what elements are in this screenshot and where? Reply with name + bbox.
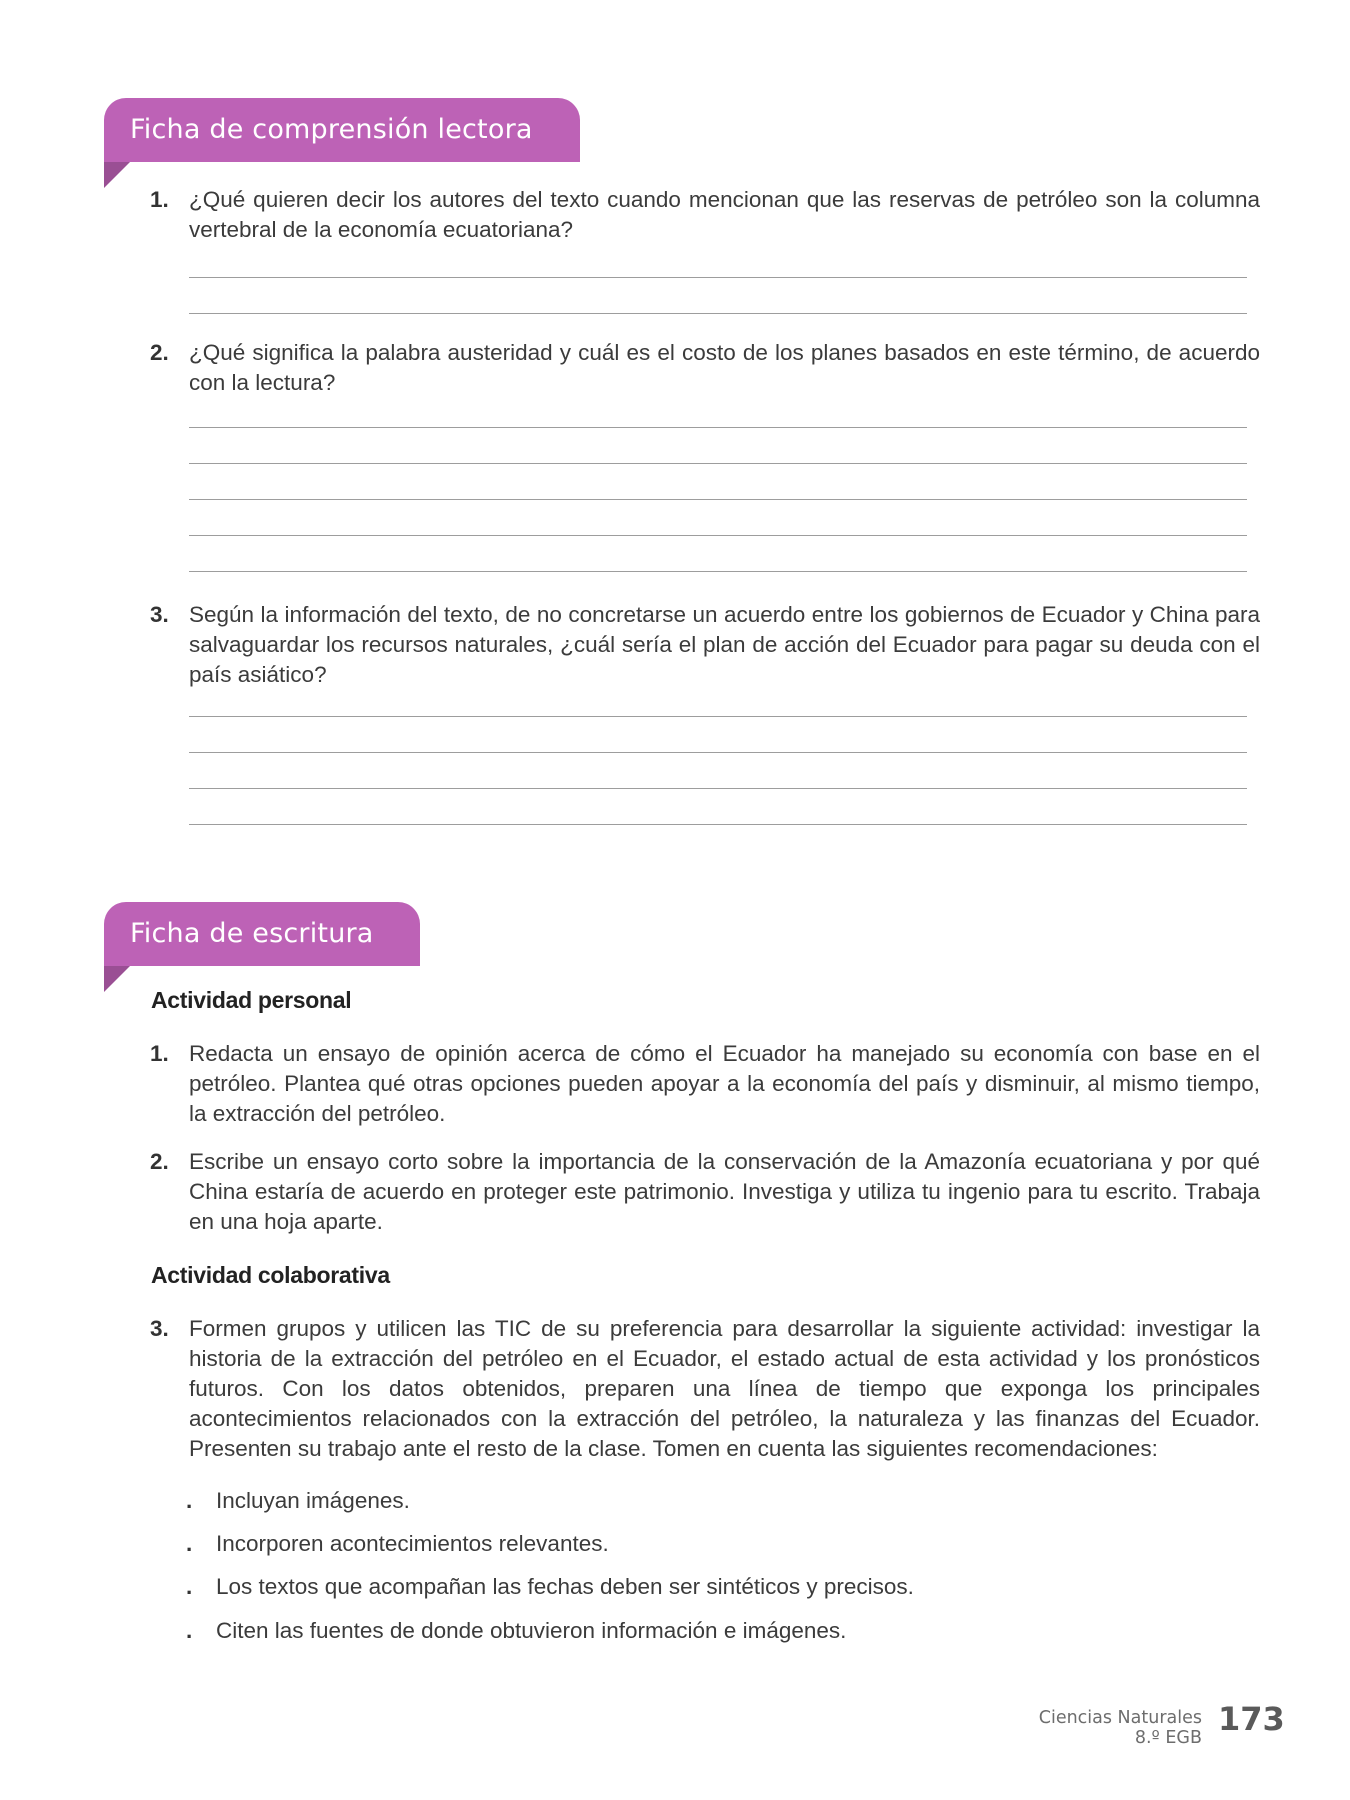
answer-line[interactable] (189, 824, 1247, 825)
question-2 (150, 338, 1260, 398)
question-1 (150, 185, 1260, 245)
section-title: Ficha de escritura (130, 918, 374, 949)
question-3 (150, 600, 1260, 690)
ribbon-fold-icon (104, 966, 130, 992)
recommendation-item (186, 1616, 846, 1646)
recommendation-text: Incluyan imágenes. (216, 1488, 410, 1513)
collaborative-activity-heading: Actividad colaborativa (151, 1262, 390, 1288)
personal-activity-heading: Actividad personal (151, 987, 352, 1013)
activity-3 (150, 1314, 1260, 1464)
section-title: Ficha de comprensión lectora (130, 114, 533, 145)
activity-text: Redacta un ensayo de opinión acerca de cómo el Ecuador ha manejado su economía con base en el petróleo. Plantea qué otras opciones pueden apoyar a la economía del país y disminuir, al mismo tiempo, la extracción del petróleo. (189, 1041, 1260, 1126)
bullet-icon: . (186, 1574, 193, 1599)
activity-2 (150, 1147, 1260, 1237)
recommendation-item (186, 1486, 410, 1516)
activity-1 (150, 1039, 1260, 1129)
page-number: 173 (1218, 1700, 1285, 1738)
question-number: 1. (150, 187, 169, 212)
recommendation-text: Citen las fuentes de donde obtuvieron información e imágenes. (216, 1618, 847, 1643)
recommendation-item (186, 1572, 914, 1602)
activity-text: Escribe un ensayo corto sobre la importancia de la conservación de la Amazonía ecuatoriana y por qué China estaría de acuerdo en proteger este patrimonio. Investiga y utiliza tu ingenio para tu escrito. Trabaja en una hoja aparte. (189, 1149, 1260, 1234)
question-text: ¿Qué significa la palabra austeridad y cuál es el costo de los planes basados en este término, de acuerdo con la lectura? (189, 340, 1260, 395)
recommendation-text: Incorporen acontecimientos relevantes. (216, 1531, 609, 1556)
footer-subject (1039, 1708, 1202, 1748)
answer-line[interactable] (189, 788, 1247, 789)
question-text: ¿Qué quieren decir los autores del texto cuando mencionan que las reservas de petróleo son la columna vertebral de la economía ecuatoriana? (189, 187, 1260, 242)
activity-number: 3. (150, 1316, 169, 1341)
answer-line[interactable] (189, 499, 1247, 500)
answer-line[interactable] (189, 716, 1247, 717)
question-text: Según la información del texto, de no concretarse un acuerdo entre los gobiernos de Ecuador y China para salvaguardar los recursos naturales, ¿cuál sería el plan de acción del Ecuador para pagar su deuda con el país asiático? (189, 602, 1260, 687)
answer-line[interactable] (189, 313, 1247, 314)
answer-line[interactable] (189, 571, 1247, 572)
question-number: 3. (150, 602, 169, 627)
bullet-icon: . (186, 1488, 193, 1513)
grade-level: 8.º EGB (1134, 1728, 1202, 1748)
answer-line[interactable] (189, 752, 1247, 753)
bullet-icon: . (186, 1618, 193, 1643)
section-header-writing (104, 902, 420, 966)
bullet-icon: . (186, 1531, 193, 1556)
ribbon-fold-icon (104, 162, 130, 188)
subject-name: Ciencias Naturales (1038, 1708, 1202, 1728)
section-header-comprehension (104, 98, 580, 162)
answer-line[interactable] (189, 427, 1247, 428)
answer-line[interactable] (189, 277, 1247, 278)
activity-text: Formen grupos y utilicen las TIC de su preferencia para desarrollar la siguiente actividad: investigar la historia de la extracción del petróleo en el Ecuador, el estado actual de esta actividad y los pronósticos futuros. Con los datos obtenidos, preparen una línea de tiempo que exponga los principales acontecimientos relacionados con la extracción del petróleo, la naturaleza y las finanzas del Ecuador. Presenten su trabajo ante el resto de la clase. Tomen en cuenta las siguientes recomendaciones: (189, 1316, 1260, 1461)
recommendation-item (186, 1529, 609, 1559)
recommendation-text: Los textos que acompañan las fechas deben ser sintéticos y precisos. (216, 1574, 914, 1599)
question-number: 2. (150, 340, 169, 365)
activity-number: 1. (150, 1041, 169, 1066)
answer-line[interactable] (189, 535, 1247, 536)
answer-line[interactable] (189, 463, 1247, 464)
activity-number: 2. (150, 1149, 169, 1174)
